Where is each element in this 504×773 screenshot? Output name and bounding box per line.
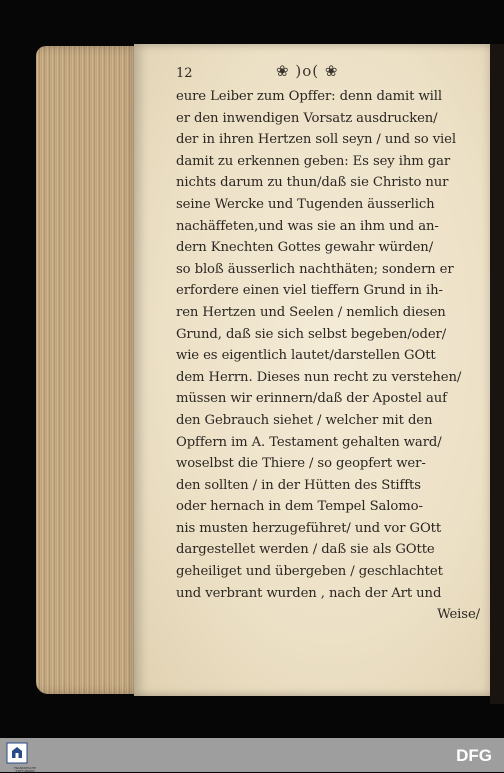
logo-text: FRANCKESCHE STIFTUNGEN — [13, 766, 37, 773]
viewer-footer — [0, 738, 504, 772]
text-line: dargestellet werden / daß sie als GOtte — [176, 542, 435, 558]
text-line: seine Wercke und Tugenden äusserlich — [176, 196, 435, 212]
page-text — [176, 86, 480, 626]
text-line: ren Hertzen und Seelen / nemlich diesen — [176, 304, 446, 320]
text-line: woselbst die Thiere / so geopfert wer- — [176, 456, 426, 472]
text-line: und verbrant wurden , nach der Art und — [176, 585, 442, 601]
page-number: 12 — [176, 66, 193, 81]
text-line: den sollten / in der Hütten des Stiffts — [176, 477, 421, 493]
dfg-logo: DFG — [456, 746, 492, 765]
franckesche-stiftungen-logo — [6, 742, 37, 773]
text-line: damit zu erkennen geben: Es sey ihm gar — [176, 153, 451, 169]
text-line: der in ihren Hertzen soll seyn / und so viel — [176, 132, 456, 148]
next-page-edge — [490, 44, 504, 704]
text-line: Opffern im A. Testament gehalten ward/ — [176, 434, 442, 450]
text-line: nichts darum zu thun/daß sie Christo nur — [176, 175, 449, 191]
text-line: nis musten herzugeführet/ und vor GOtt — [176, 520, 442, 536]
text-line: wie es eigentlich lautet/darstellen GOtt — [176, 348, 436, 364]
text-line: müssen wir erinnern/daß der Apostel auf — [176, 391, 447, 407]
catchword: Weise/ — [437, 607, 480, 623]
text-line: so bloß äusserlich nachthäten; sondern er — [176, 261, 454, 277]
text-line: dern Knechten Gottes gewahr würden/ — [176, 240, 434, 256]
text-line: erfordere einen viel tieffern Grund in ih- — [176, 283, 443, 299]
text-line: Grund, daß sie sich selbst begeben/oder/ — [176, 326, 447, 342]
book-page-edges — [36, 46, 140, 694]
text-line: dem Herrn. Dieses nun recht zu verstehen/ — [176, 369, 462, 385]
book-page — [134, 44, 492, 696]
text-line: oder hernach in dem Tempel Salomo- — [176, 499, 423, 515]
header-ornament: ❀ )o( ❀ — [276, 62, 339, 80]
text-line: nachäffeten,und was sie an ihm und an- — [176, 218, 439, 234]
text-line: eure Leiber zum Opffer: denn damit will — [176, 89, 442, 104]
text-line: er den inwendigen Vorsatz ausdrucken/ — [176, 110, 438, 126]
text-line: den Gebrauch siehet / welcher mit den — [176, 412, 433, 428]
text-line: geheiliget und übergeben / geschlachtet — [176, 564, 443, 580]
